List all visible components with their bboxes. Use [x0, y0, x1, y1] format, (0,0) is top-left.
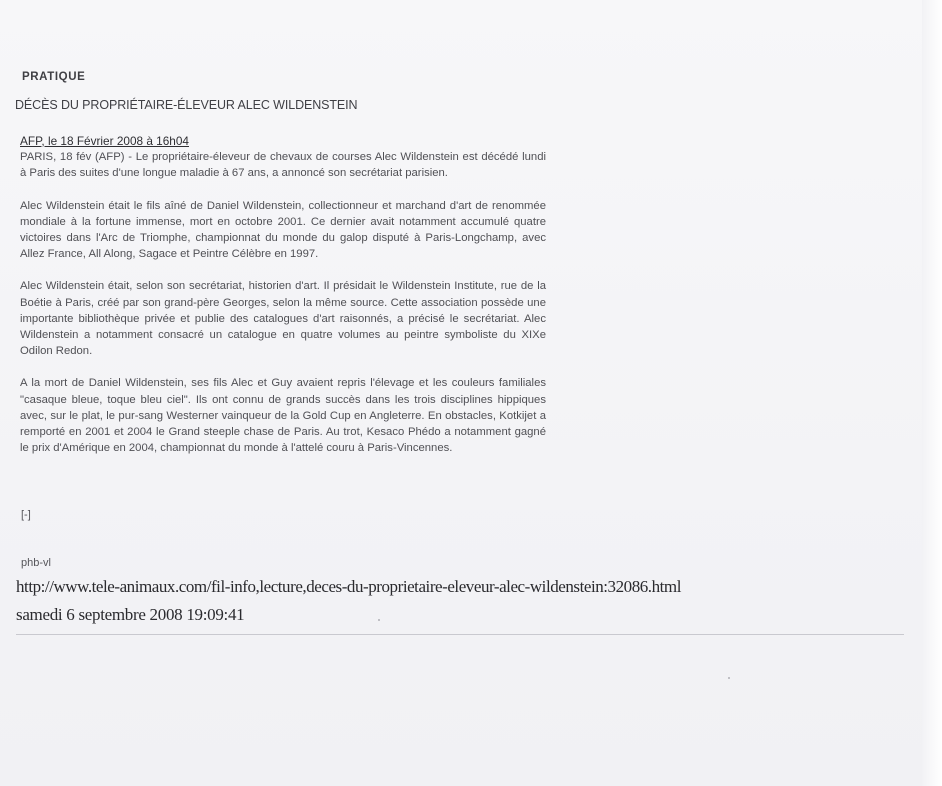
- article-byline[interactable]: AFP, le 18 Février 2008 à 16h04: [20, 134, 189, 148]
- article-body: [20, 133, 546, 472]
- article-paragraph-1: PARIS, 18 fév (AFP) - Le propriétaire-éleveur de chevaux de courses Alec Wildenstein est décédé lundi à Paris des suites d'une longue maladie à 67 ans, a annoncé son secrétariat parisien.: [20, 151, 546, 180]
- article-headline: DÉCÈS DU PROPRIÉTAIRE-ÉLEVEUR ALEC WILDENSTEIN: [15, 98, 358, 112]
- scan-speck: [728, 677, 730, 679]
- scan-speck: [378, 619, 380, 621]
- article-paragraph-4: A la mort de Daniel Wildenstein, ses fils Alec et Guy avaient repris l'élevage et les couleurs familiales "casaque bleue, toque bleu ciel". Ils ont connu de grands succès dans les trois disciplines hippiques avec, sur le plat, le pur-sang Westerner vainqueur de la Gold Cup en Angleterre. En obstacles, Kotkijet a remporté en 2001 et 2004 le Grand steeple chase de Paris. Au trot, Kesaco Phédo a notamment gagné le prix d'Amérique en 2004, championnat du monde à l'attelé couru à Paris-Vincennes.: [20, 377, 546, 455]
- article-paragraph-3: Alec Wildenstein était, selon son secrétariat, historien d'art. Il présidait le Wildenstein Institute, rue de la Boétie à Paris, créé par son grand-père Georges, selon la même source. Cette association possède une importante bibliothèque privée et publie des catalogues d'art raisonnés, a précisé le secrétariat. Alec Wildenstein a notamment consacré un catalogue en quatre volumes au peintre symboliste du XIXe Odilon Redon.: [20, 280, 546, 358]
- article-paragraph-2: Alec Wildenstein était le fils aîné de Daniel Wildenstein, collectionneur et marchand d'art de renommée mondiale à la fortune immense, mort en octobre 2001. Ce dernier avait notamment accumulé quatre victoires dans l'Arc de Triomphe, championnat du monde du galop disputé à Paris-Longchamp, avec Allez France, All Along, Sagace et Peintre Célèbre en 1997.: [20, 199, 546, 261]
- print-source-url: http://www.tele-animaux.com/fil-info,lecture,deces-du-proprietaire-eleveur-alec-wildenstein:32086.html: [16, 577, 681, 596]
- print-date: samedi 6 septembre 2008 19:09:41: [16, 605, 245, 624]
- author-initials: phb-vl: [21, 557, 51, 569]
- section-label: PRATIQUE: [22, 71, 86, 83]
- footer-divider: [16, 634, 904, 635]
- collapse-link[interactable]: [-]: [21, 509, 31, 521]
- page-edge-shadow: [922, 0, 942, 786]
